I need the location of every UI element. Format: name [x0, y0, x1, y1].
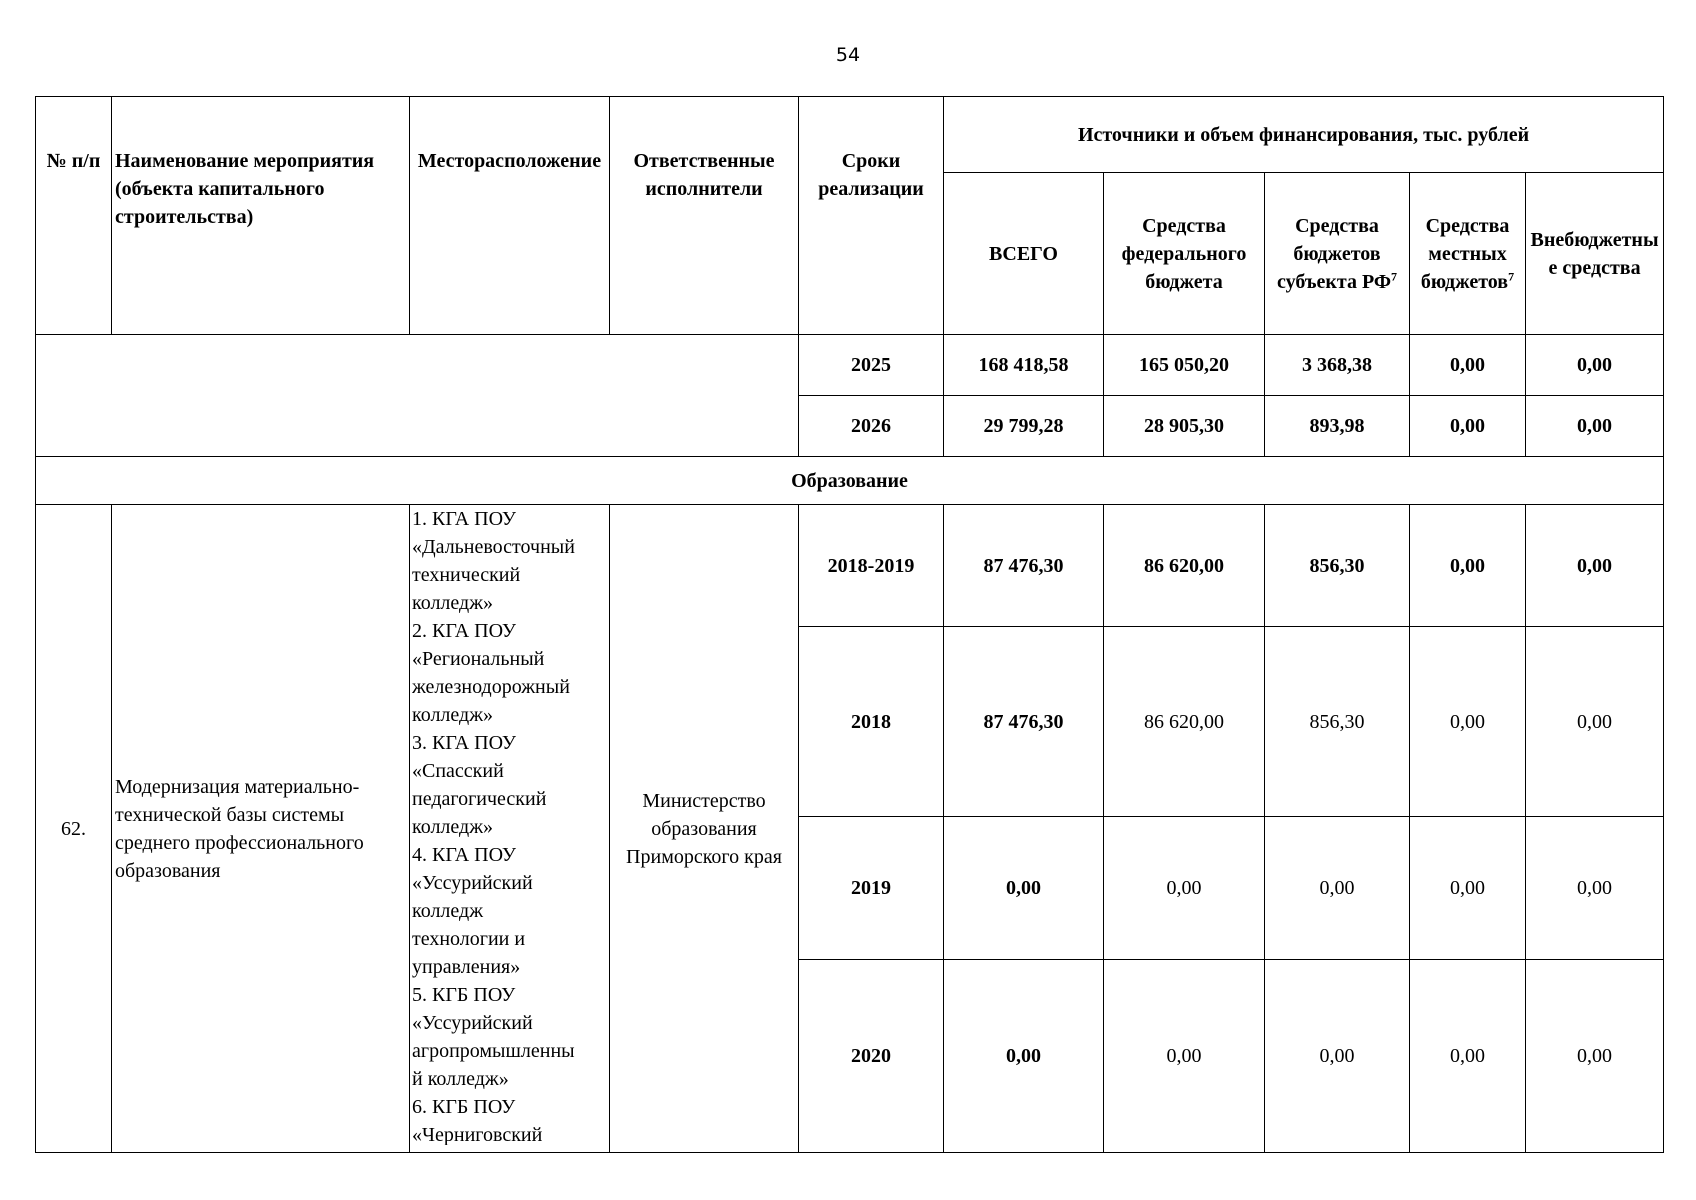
col-funding-header: Источники и объем финансирования, тыс. рублей: [944, 97, 1664, 173]
regional-cell: 856,30: [1265, 505, 1410, 627]
col-name-header: Наименование мероприятия (объекта капитального строительства): [112, 97, 410, 335]
col-offbudget-header: Внебюджетные средства: [1526, 173, 1664, 335]
location-line: технический: [412, 564, 521, 586]
section-title: Образование: [36, 457, 1664, 505]
location-line: «Спасский: [412, 760, 504, 782]
location-line: колледж: [412, 900, 484, 922]
section-row: [36, 457, 1664, 505]
federal-cell: 86 620,00: [1104, 505, 1265, 627]
location-line: 1. КГА ПОУ: [412, 508, 517, 530]
local-cell: 0,00: [1410, 505, 1526, 627]
local-cell: 0,00: [1410, 627, 1526, 817]
location-line: управления»: [412, 956, 521, 978]
location-line: педагогический: [412, 788, 547, 810]
local-cell: 0,00: [1410, 817, 1526, 960]
location-line: «Черниговский: [412, 1124, 543, 1145]
total-row-2025: [36, 335, 1664, 396]
col-terms-header: Сроки реализации: [799, 97, 944, 335]
federal-cell: 28 905,30: [1104, 396, 1265, 457]
location-line: агропромышленны: [412, 1040, 575, 1062]
item-name: Модернизация материально-технической базы системы среднего профессионального образования: [112, 505, 410, 1153]
regional-cell: 0,00: [1265, 960, 1410, 1153]
col-total-header: ВСЕГО: [944, 173, 1104, 335]
location-line: 2. КГА ПОУ: [412, 620, 517, 642]
location-line: й колледж»: [412, 1068, 509, 1090]
federal-cell: 86 620,00: [1104, 627, 1265, 817]
location-line: железнодорожный: [412, 676, 570, 698]
location-line: колледж»: [412, 816, 494, 838]
col-federal-header: Средства федерального бюджета: [1104, 173, 1265, 335]
item-locations: [410, 505, 610, 1153]
col-location-header: Месторасположение: [410, 97, 610, 335]
regional-cell: 856,30: [1265, 627, 1410, 817]
col-responsible-header: Ответственные исполнители: [610, 97, 799, 335]
total-cell: 0,00: [944, 960, 1104, 1153]
location-line: технологии и: [412, 928, 526, 950]
location-line: «Региональный: [412, 648, 545, 670]
federal-cell: 165 050,20: [1104, 335, 1265, 396]
item-number: 62.: [36, 505, 112, 1153]
total-cell: 29 799,28: [944, 396, 1104, 457]
location-line: колледж»: [412, 592, 494, 614]
offbudget-cell: 0,00: [1526, 817, 1664, 960]
offbudget-cell: 0,00: [1526, 505, 1664, 627]
total-label-cell: [36, 335, 799, 457]
col-regional-header: Средства бюджетов субъекта $РФ^7$: [1265, 173, 1410, 335]
location-line: «Уссурийский: [412, 1012, 533, 1034]
year-cell: 2020: [799, 960, 944, 1153]
location-line: колледж»: [412, 704, 494, 726]
regional-cell: 893,98: [1265, 396, 1410, 457]
year-cell: 2025: [799, 335, 944, 396]
locations-list: [412, 505, 607, 1145]
year-cell: 2019: [799, 817, 944, 960]
item-responsible: Министерство образования Приморского края: [610, 505, 799, 1153]
offbudget-cell: 0,00: [1526, 335, 1664, 396]
location-line: 3. КГА ПОУ: [412, 732, 517, 754]
total-cell: 87 476,30: [944, 627, 1104, 817]
regional-cell: 0,00: [1265, 817, 1410, 960]
total-cell: 0,00: [944, 817, 1104, 960]
total-cell: 87 476,30: [944, 505, 1104, 627]
local-cell: 0,00: [1410, 960, 1526, 1153]
federal-cell: 0,00: [1104, 817, 1265, 960]
location-line: «Дальневосточный: [412, 536, 575, 558]
local-cell: 0,00: [1410, 335, 1526, 396]
local-cell: 0,00: [1410, 396, 1526, 457]
year-cell: 2018-2019: [799, 505, 944, 627]
col-local-header: Средства местных бюджетов$^7$: [1410, 173, 1526, 335]
year-cell: 2018: [799, 627, 944, 817]
location-line: 4. КГА ПОУ: [412, 844, 517, 866]
federal-cell: 0,00: [1104, 960, 1265, 1153]
total-cell: 168 418,58: [944, 335, 1104, 396]
item-row-2018-2019: [36, 505, 1664, 627]
header-row-1: [36, 97, 1664, 173]
offbudget-cell: 0,00: [1526, 627, 1664, 817]
offbudget-cell: 0,00: [1526, 396, 1664, 457]
offbudget-cell: 0,00: [1526, 960, 1664, 1153]
regional-cell: 3 368,38: [1265, 335, 1410, 396]
page-number: 54: [835, 44, 861, 66]
location-line: 6. КГБ ПОУ: [412, 1096, 516, 1118]
funding-table: [35, 96, 1664, 1153]
location-line: 5. КГБ ПОУ: [412, 984, 516, 1006]
year-cell: 2026: [799, 396, 944, 457]
location-line: «Уссурийский: [412, 872, 533, 894]
col-num-header: № п/п: [36, 97, 112, 335]
